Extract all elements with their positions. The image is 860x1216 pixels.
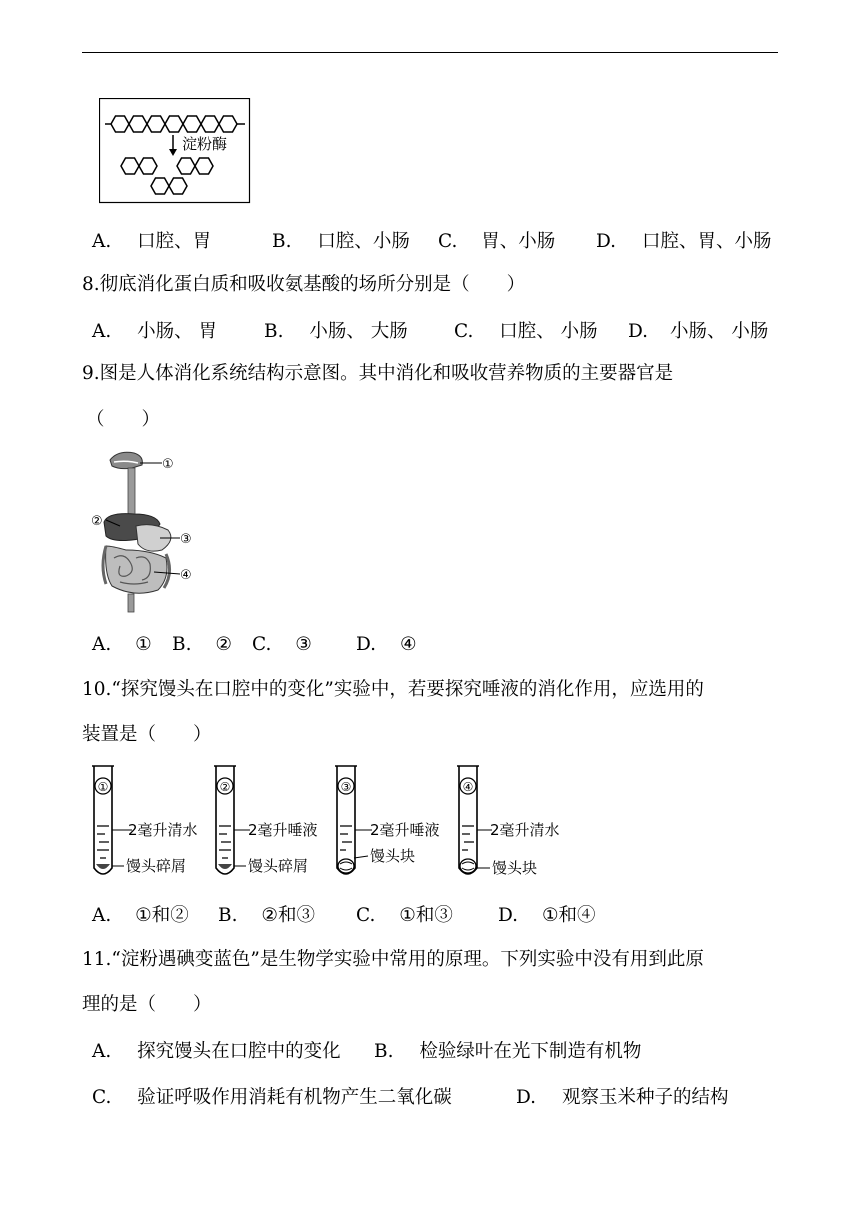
- starch-digestion-figure: [99, 98, 251, 204]
- option-text: ②和③: [261, 905, 315, 926]
- option-text: 胃、小肠: [481, 231, 556, 252]
- q11-stem-line1: 11.“淀粉遇碘变蓝色”是生物学实验中常用的原理。下列实验中没有用到此原: [82, 949, 704, 970]
- digestive-system-figure: [90, 446, 220, 616]
- test-tubes-figure: [88, 764, 578, 884]
- q7-option-b[interactable]: [272, 230, 410, 254]
- option-letter: A.: [92, 231, 112, 252]
- tube-2-liquid: 2毫升唾液: [248, 821, 318, 839]
- option-letter: B.: [264, 321, 284, 342]
- q7-option-c[interactable]: [438, 230, 555, 254]
- option-text: 口腔、小肠: [317, 231, 410, 252]
- option-text: 小肠、 胃: [137, 321, 218, 342]
- q8-option-d[interactable]: [628, 320, 768, 344]
- q7-option-a[interactable]: [92, 230, 211, 254]
- option-letter: B.: [374, 1041, 394, 1062]
- q10-option-a[interactable]: [92, 904, 189, 928]
- test-tube-2: [214, 766, 318, 875]
- option-text: ④: [399, 634, 417, 655]
- option-letter: A.: [92, 1041, 112, 1062]
- option-letter: A.: [92, 321, 112, 342]
- option-letter: C.: [356, 905, 376, 926]
- option-text: ②: [215, 634, 232, 655]
- q11-option-d[interactable]: [516, 1086, 728, 1110]
- option-text: 检验绿叶在光下制造有机物: [419, 1041, 642, 1062]
- q8-option-b[interactable]: [264, 320, 408, 344]
- test-tube-4: [457, 766, 560, 877]
- option-text: ①和④: [541, 905, 596, 926]
- option-letter: A.: [92, 905, 112, 926]
- option-letter: D.: [628, 321, 649, 342]
- q9-option-c[interactable]: [252, 633, 312, 657]
- q11-option-b[interactable]: [374, 1040, 641, 1064]
- option-letter: C.: [252, 634, 272, 655]
- option-text: 探究馒头在口腔中的变化: [137, 1041, 341, 1062]
- option-letter: B.: [218, 905, 238, 926]
- q10-option-c[interactable]: [356, 904, 453, 928]
- option-text: 口腔、胃: [137, 231, 212, 252]
- tube-4-solid: 馒头块: [492, 859, 538, 877]
- option-text: ①和②: [135, 905, 189, 926]
- q9-stem-line2: （ ）: [86, 409, 161, 430]
- q11-stem-line2: 理的是（ ）: [82, 994, 212, 1015]
- option-text: 验证呼吸作用消耗有机物产生二氧化碳: [137, 1087, 452, 1108]
- option-text: ③: [295, 634, 312, 655]
- tube-3-solid: 馒头块: [370, 847, 416, 865]
- q8-stem: 8.彻底消化蛋白质和吸收氨基酸的场所分别是（ ）: [82, 274, 526, 295]
- q7-option-d[interactable]: [596, 230, 771, 254]
- tube-4-liquid: 2毫升清水: [490, 821, 560, 839]
- q9-option-a[interactable]: [92, 633, 152, 657]
- tube-3-number: ③: [340, 780, 352, 794]
- q9-option-d[interactable]: [356, 633, 417, 657]
- tube-3-liquid: 2毫升唾液: [370, 821, 440, 839]
- q10-option-b[interactable]: [218, 904, 315, 928]
- q10-stem-line1: 10.“探究馒头在口腔中的变化”实验中，若要探究唾液的消化作用，应选用的: [82, 679, 704, 700]
- q11-option-c[interactable]: [92, 1086, 452, 1110]
- header-rule: [82, 52, 778, 53]
- organ-label-4: ④: [180, 568, 192, 583]
- option-letter: D.: [356, 634, 377, 655]
- option-letter: D.: [596, 231, 617, 252]
- option-letter: B.: [172, 634, 192, 655]
- enzyme-label: 淀粉酶: [182, 135, 228, 153]
- tube-1-liquid: 2毫升清水: [128, 821, 198, 839]
- test-tube-3: [335, 766, 440, 874]
- option-letter: D.: [516, 1087, 537, 1108]
- option-letter: C.: [438, 231, 458, 252]
- option-text: 小肠、 大肠: [309, 321, 408, 342]
- q10-stem-line2: 装置是（ ）: [82, 724, 212, 745]
- tube-2-number: ②: [219, 780, 231, 794]
- option-letter: D.: [498, 905, 519, 926]
- organ-label-2: ②: [91, 514, 103, 529]
- q8-option-c[interactable]: [454, 320, 598, 344]
- organ-label-3: ③: [180, 532, 192, 547]
- q9-stem-line1: 9.图是人体消化系统结构示意图。其中消化和吸收营养物质的主要器官是: [82, 363, 674, 384]
- option-text: 口腔、 小肠: [499, 321, 598, 342]
- q8-option-a[interactable]: [92, 320, 217, 344]
- q9-option-b[interactable]: [172, 633, 232, 657]
- option-letter: C.: [454, 321, 474, 342]
- option-letter: C.: [92, 1087, 112, 1108]
- organ-label-1: ①: [162, 457, 174, 472]
- option-text: ①和③: [399, 905, 453, 926]
- q10-option-d[interactable]: [498, 904, 596, 928]
- option-text: 观察玉米种子的结构: [561, 1087, 729, 1108]
- option-text: 口腔、胃、小肠: [641, 231, 772, 252]
- option-letter: B.: [272, 231, 292, 252]
- test-tube-1: [92, 766, 198, 875]
- tube-1-number: ①: [97, 780, 109, 794]
- tube-4-number: ④: [462, 780, 474, 794]
- tube-2-solid: 馒头碎屑: [248, 857, 309, 875]
- tube-1-solid: 馒头碎屑: [126, 857, 187, 875]
- option-letter: A.: [92, 634, 112, 655]
- option-text: ①: [135, 634, 152, 655]
- q11-option-a[interactable]: [92, 1040, 341, 1064]
- option-text: 小肠、 小肠: [669, 321, 769, 342]
